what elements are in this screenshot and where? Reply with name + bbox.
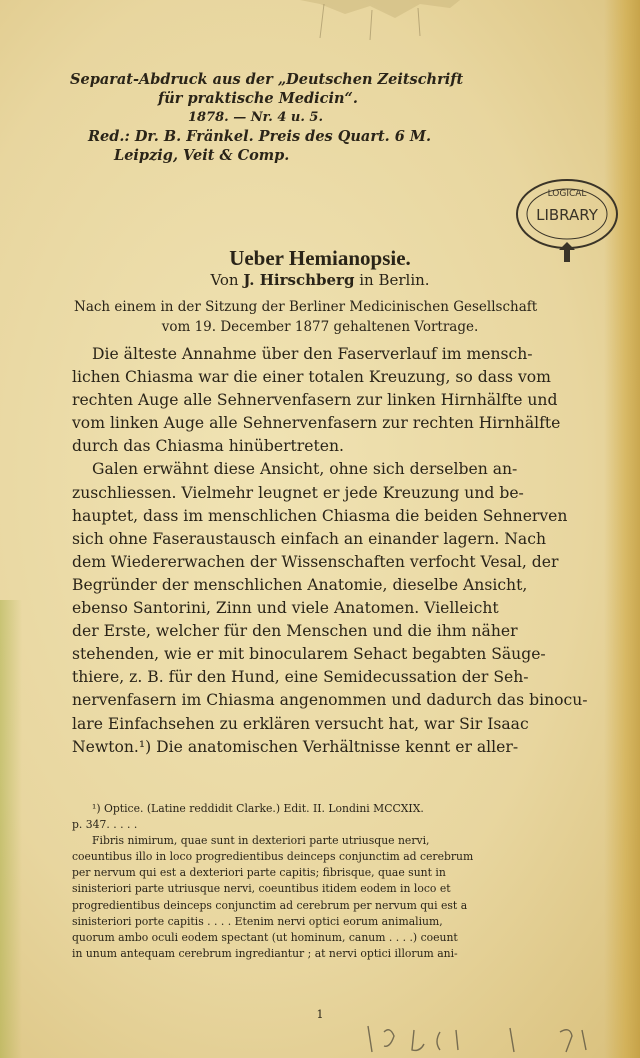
torn-paper-mark [300, 0, 460, 40]
body-line: Galen erwähnt diese Ansicht, ohne sich derselben an- [92, 460, 518, 479]
body-line: Begründer der menschlichen Anatomie, dieselbe Ansicht, [72, 575, 528, 594]
header-line-2: für praktische Medicin“. [158, 90, 358, 107]
page-number: 1 [316, 1008, 324, 1021]
footnote-line: sinisteriori porte capitis . . . . Etenim nervi optici eorum animalium, [72, 914, 443, 928]
body-line: durch das Chiasma hinübertreten. [72, 437, 344, 456]
body-line: dem Wiedererwachen der Wissenschaften verfocht Vesal, der [72, 552, 559, 571]
body-line: zuschliessen. Vielmehr leugnet er jede Kreuzung und be- [72, 483, 524, 502]
body-line: der Erste, welcher für den Menschen und die ihm näher [72, 622, 518, 641]
footnote-line: p. 347. . . . . [72, 818, 138, 832]
body-line: sich ohne Faseraustausch einfach an einander lagern. Nach [72, 529, 547, 548]
article-title: Ueber Hemianopsie. [229, 246, 411, 270]
stamp-top-text: LOGICAL [547, 189, 587, 199]
author-suffix: in Berlin. [359, 271, 430, 289]
body-line: Die älteste Annahme über den Faserverlauf im mensch- [92, 345, 533, 363]
body-line: ebenso Santorini, Zinn und viele Anatomen. Vielleicht [72, 599, 499, 618]
stamp-middle-text: LIBRARY [536, 206, 598, 224]
article-body [72, 343, 602, 759]
header-line-1: Separat-Abdruck aus der „Deutschen Zeitschrift [70, 71, 464, 88]
footnote-line: in unum antequam cerebrum ingrediantur ; at nervi optici illorum ani- [72, 946, 458, 960]
article-author [0, 271, 640, 289]
footnote-line: sinisteriori parte utriusque nervi, coeuntibus itidem eodem in loco et [72, 882, 451, 896]
body-line: rechten Auge alle Sehnervenfasern zur linken Hirnhälfte und [72, 391, 558, 410]
subtitle-line-1: Nach einem in der Sitzung der Berliner Medicinischen Gesellschaft [74, 299, 538, 315]
body-line: lichen Chiasma war die einer totalen Kreuzung, so dass vom [72, 368, 551, 387]
footnote-line: per nervum qui est a dexteriori parte capitis; fibrisque, quae sunt in [72, 866, 446, 880]
subtitle-line-2: vom 19. December 1877 gehaltenen Vortrage. [161, 319, 479, 335]
footnote-line: progredientibus deinceps conjunctim ad cerebrum per nervum qui est a [72, 898, 468, 912]
footnote-line: ¹) Optice. (Latine reddidit Clarke.) Edit. II. Londini MCCXIX. [92, 802, 424, 815]
header-line-5: Leipzig, Veit & Comp. [114, 147, 290, 164]
footnote-line: Fibris nimirum, quae sunt in dexteriori parte utriusque nervi, [92, 834, 430, 848]
body-line: thiere, z. B. für den Hund, eine Semidecussation der Seh- [72, 668, 529, 687]
body-line: lare Einfachsehen zu erklären versucht hat, war Sir Isaac [72, 714, 529, 733]
handwritten-note [360, 1022, 600, 1056]
body-line: stehenden, wie er mit binocularem Sehact begabten Säuge- [72, 645, 546, 664]
offprint-header [70, 70, 490, 165]
footnote-line: quorum ambo oculi eodem spectant (ut hominum, canum . . . .) coeunt [72, 930, 458, 944]
author-prefix: Von [210, 271, 239, 289]
body-line: vom linken Auge alle Sehnervenfasern zur rechten Hirnhälfte [72, 414, 561, 433]
header-line-3: 1878. — Nr. 4 u. 5. [188, 110, 323, 125]
footnote [72, 801, 612, 962]
header-line-4: Red.: Dr. B. Fränkel. Preis des Quart. 6 M. [88, 128, 431, 145]
body-line: Newton.¹) Die anatomischen Verhältnisse kennt er aller- [72, 737, 519, 756]
body-line: nervenfasern im Chiasma angenommen und dadurch das binocu- [72, 691, 588, 710]
body-line: hauptet, dass im menschlichen Chiasma die beiden Sehnerven [72, 506, 568, 525]
page-edge-stain-left [0, 600, 22, 1058]
author-name: J. Hirschberg [243, 271, 355, 289]
footnote-line: coeuntibus illo in loco progredientibus deinceps conjunctim ad cerebrum [72, 850, 474, 864]
